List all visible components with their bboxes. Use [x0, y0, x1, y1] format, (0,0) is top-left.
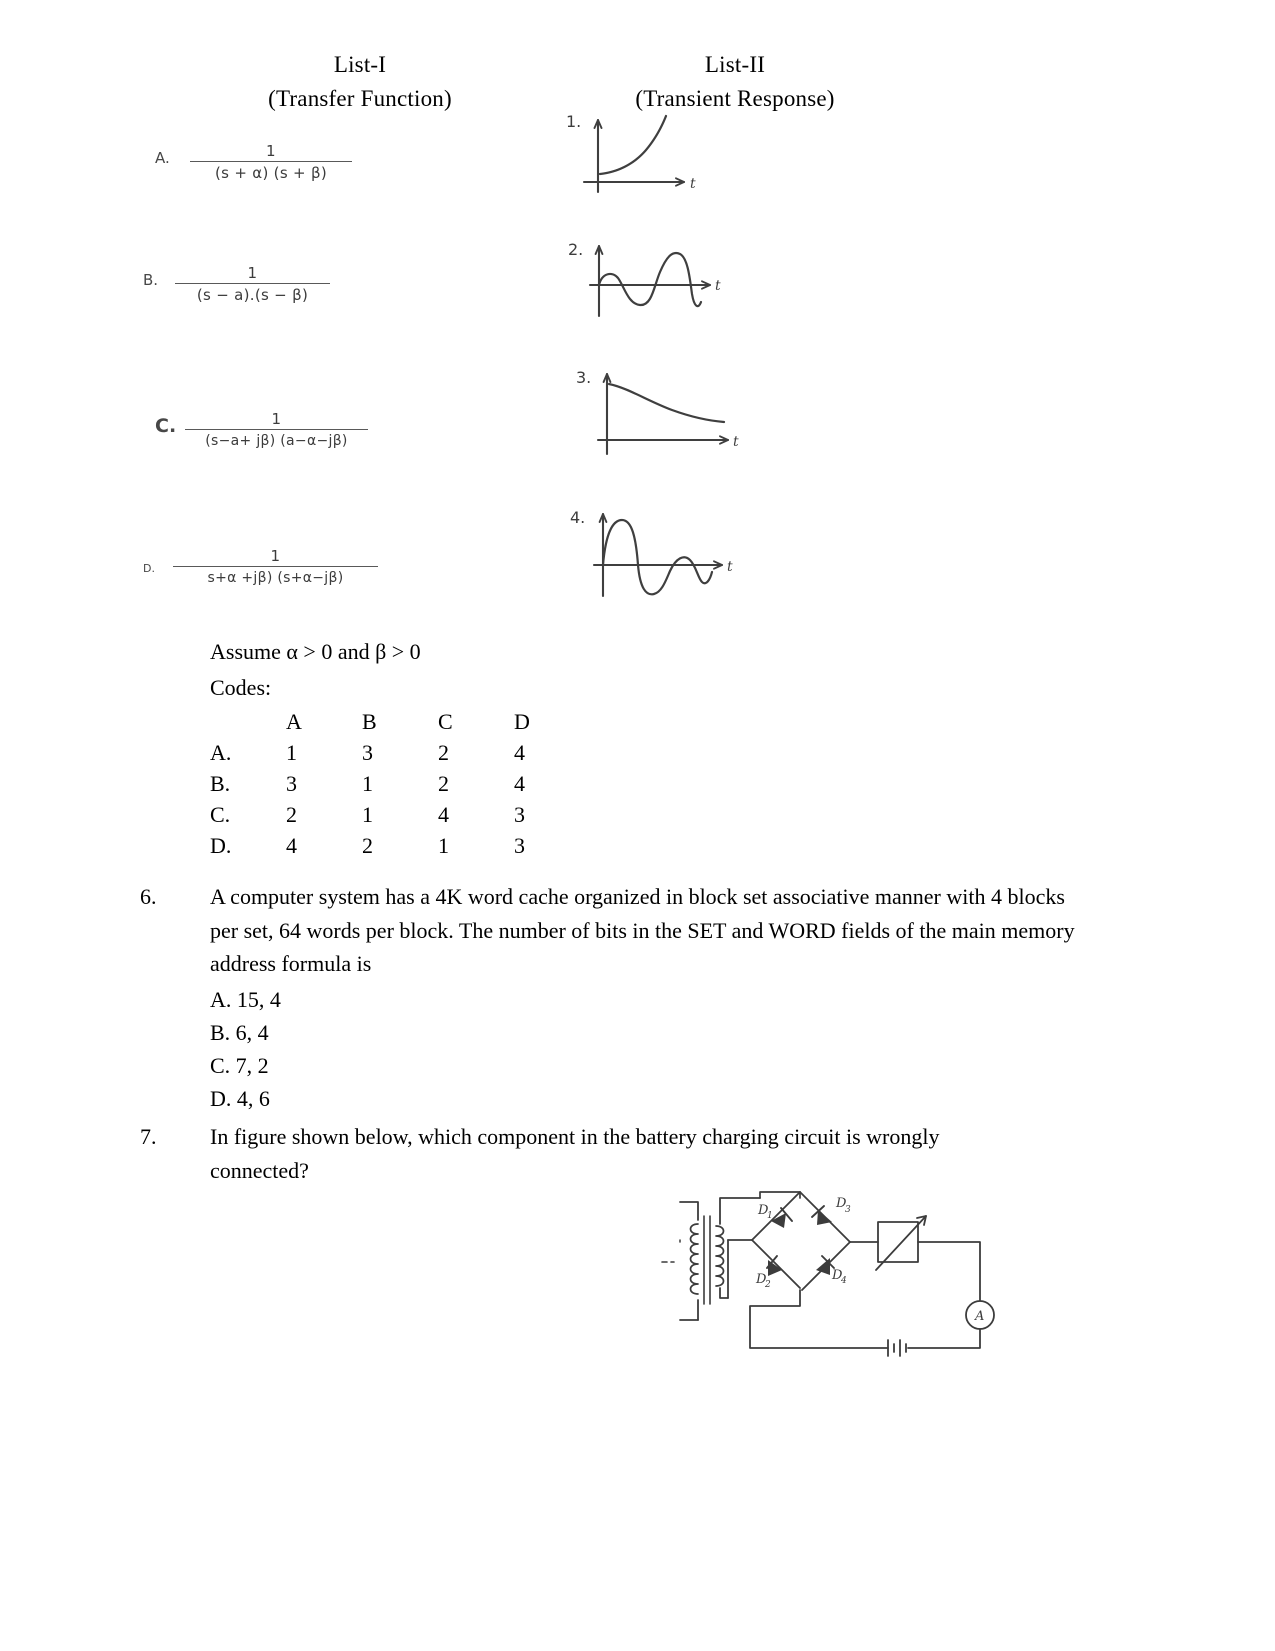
axis-label-t: t — [727, 559, 733, 575]
diode-d1-subscript: 1 — [767, 1211, 773, 1221]
transient-response-graph-3 — [576, 368, 761, 458]
list-two-subtitle: (Transient Response) — [635, 86, 835, 111]
codes-header-blank — [210, 706, 282, 737]
axis-label-t: t — [733, 434, 739, 450]
fraction-bar — [173, 566, 378, 567]
transfer-function-c-fraction — [185, 411, 368, 451]
secondary-lead-top — [720, 1198, 760, 1224]
table-row[interactable] — [210, 737, 586, 768]
ammeter-label: A — [975, 1309, 985, 1324]
diode-d4-subscript: 4 — [841, 1276, 847, 1286]
battery-symbol — [888, 1340, 906, 1356]
diode-d3-label: D — [836, 1196, 847, 1211]
transfer-function-c-denominator: (s−a+ jβ) (a−α−jβ) — [205, 433, 348, 449]
transfer-function-d-numerator: 1 — [270, 547, 281, 565]
codes-cell: 3 — [286, 771, 297, 796]
transfer-function-a-fraction — [190, 143, 352, 183]
bottom-return-rail — [750, 1290, 888, 1348]
transfer-function-d-denominator: s+α +jβ) (s+α−jβ) — [207, 570, 344, 586]
decaying-exponential-curve-icon — [576, 368, 761, 458]
battery-charging-circuit-diagram — [640, 1180, 1040, 1370]
transfer-function-a-denominator: (s + α) (s + β) — [215, 164, 327, 182]
ammeter-output-lead — [908, 1329, 980, 1348]
question-6-text: A computer system has a 4K word cache organized in block set associative manner with 4 blocks per set, 64 words per block. The number of bits in the SET and WORD fields of the main memory address formula is — [210, 884, 1075, 976]
list-one-title: List-I — [333, 52, 387, 77]
codes-table — [210, 706, 586, 861]
fraction-bar — [175, 283, 330, 284]
axis-label-t: t — [715, 278, 721, 294]
codes-label: Codes: — [210, 675, 272, 700]
table-row[interactable] — [210, 768, 586, 799]
question-6-option-b[interactable]: B. 6, 4 — [210, 1020, 269, 1045]
transfer-function-c-label: C. — [155, 415, 177, 437]
transfer-function-d-label: D. — [143, 562, 155, 575]
transfer-function-a-numerator: 1 — [265, 142, 277, 160]
rheostat-output-lead — [918, 1242, 980, 1300]
codes-cell: 1 — [286, 740, 297, 765]
codes-row-label: D. — [210, 833, 232, 858]
fraction-bar — [190, 161, 352, 162]
codes-cell: 4 — [438, 802, 449, 827]
codes-cell: 4 — [286, 833, 297, 858]
codes-header-b: B — [362, 709, 377, 734]
transformer-secondary-coil — [716, 1226, 724, 1286]
codes-table-header-row — [210, 706, 586, 737]
codes-cell: 2 — [438, 740, 449, 765]
codes-cell: 1 — [362, 771, 373, 796]
transient-response-graph-1 — [566, 112, 726, 198]
diode-d2-subscript: 2 — [765, 1280, 771, 1290]
question-6-number: 6. — [140, 884, 157, 909]
diode-d2-label: D — [756, 1272, 767, 1287]
codes-cell: 2 — [438, 771, 449, 796]
transfer-function-d-fraction — [173, 548, 378, 588]
list-one-header — [210, 48, 510, 116]
transient-response-graph-4 — [570, 508, 755, 600]
diode-d1-label: D — [758, 1203, 769, 1218]
transformer-primary-coil — [691, 1224, 699, 1294]
assume-text: Assume α > 0 and β > 0 — [210, 639, 421, 664]
codes-cell: 2 — [286, 802, 297, 827]
table-row[interactable] — [210, 830, 586, 861]
transfer-function-b-label: B. — [143, 271, 159, 289]
codes-row-label: C. — [210, 802, 231, 827]
fraction-bar — [185, 429, 368, 430]
transient-response-1-index: 1. — [566, 112, 582, 131]
question-6-option-a[interactable]: A. 15, 4 — [210, 987, 281, 1012]
diode-d1-triangle — [771, 1213, 786, 1228]
codes-row-label: B. — [210, 771, 231, 796]
list-one-subtitle: (Transfer Function) — [268, 86, 452, 111]
question-6-option-c[interactable]: C. 7, 2 — [210, 1053, 269, 1078]
question-6-option-d[interactable]: D. 4, 6 — [210, 1086, 270, 1111]
ac-input-lead-top — [680, 1202, 698, 1220]
transient-response-graph-2 — [568, 240, 738, 320]
table-row[interactable] — [210, 799, 586, 830]
growing-oscillation-curve-icon — [568, 240, 738, 320]
codes-row-label: A. — [210, 740, 232, 765]
list-two-title: List-II — [704, 52, 766, 77]
transient-response-3-index: 3. — [576, 368, 592, 387]
question-7-number: 7. — [140, 1124, 157, 1149]
codes-cell: 2 — [362, 833, 373, 858]
transient-response-2-index: 2. — [568, 240, 584, 259]
question-7-text: In figure shown below, which component in the battery charging circuit is wrongly connected? — [210, 1124, 940, 1183]
codes-header-a: A — [286, 709, 302, 734]
transfer-function-c-numerator: 1 — [271, 410, 282, 428]
codes-header-c: C — [438, 709, 453, 734]
rheostat-box — [878, 1222, 918, 1262]
transfer-function-b-denominator: (s − a).(s − β) — [196, 286, 309, 304]
transfer-function-b-fraction — [175, 265, 330, 305]
diode-d3-subscript: 3 — [845, 1205, 851, 1215]
secondary-lead-bottom — [720, 1288, 728, 1298]
codes-cell: 3 — [362, 740, 373, 765]
codes-cell: 4 — [514, 740, 525, 765]
codes-cell: 1 — [362, 802, 373, 827]
list-two-header — [570, 48, 900, 116]
codes-header-d: D — [514, 709, 530, 734]
transient-response-4-index: 4. — [570, 508, 586, 527]
diode-d4-label: D — [832, 1268, 843, 1283]
growing-exponential-curve-icon — [566, 112, 726, 198]
list-headers — [150, 48, 950, 118]
codes-cell: 4 — [514, 771, 525, 796]
axis-label-t: t — [690, 176, 696, 192]
codes-cell: 1 — [438, 833, 449, 858]
transfer-function-b-numerator: 1 — [247, 264, 258, 282]
battery-charging-circuit-figure — [640, 1180, 1040, 1370]
codes-cell: 3 — [514, 802, 525, 827]
transfer-function-a-label: A. — [155, 149, 170, 167]
diode-d4-triangle — [816, 1258, 830, 1275]
damped-oscillation-curve-icon — [570, 508, 755, 600]
codes-cell: 3 — [514, 833, 525, 858]
